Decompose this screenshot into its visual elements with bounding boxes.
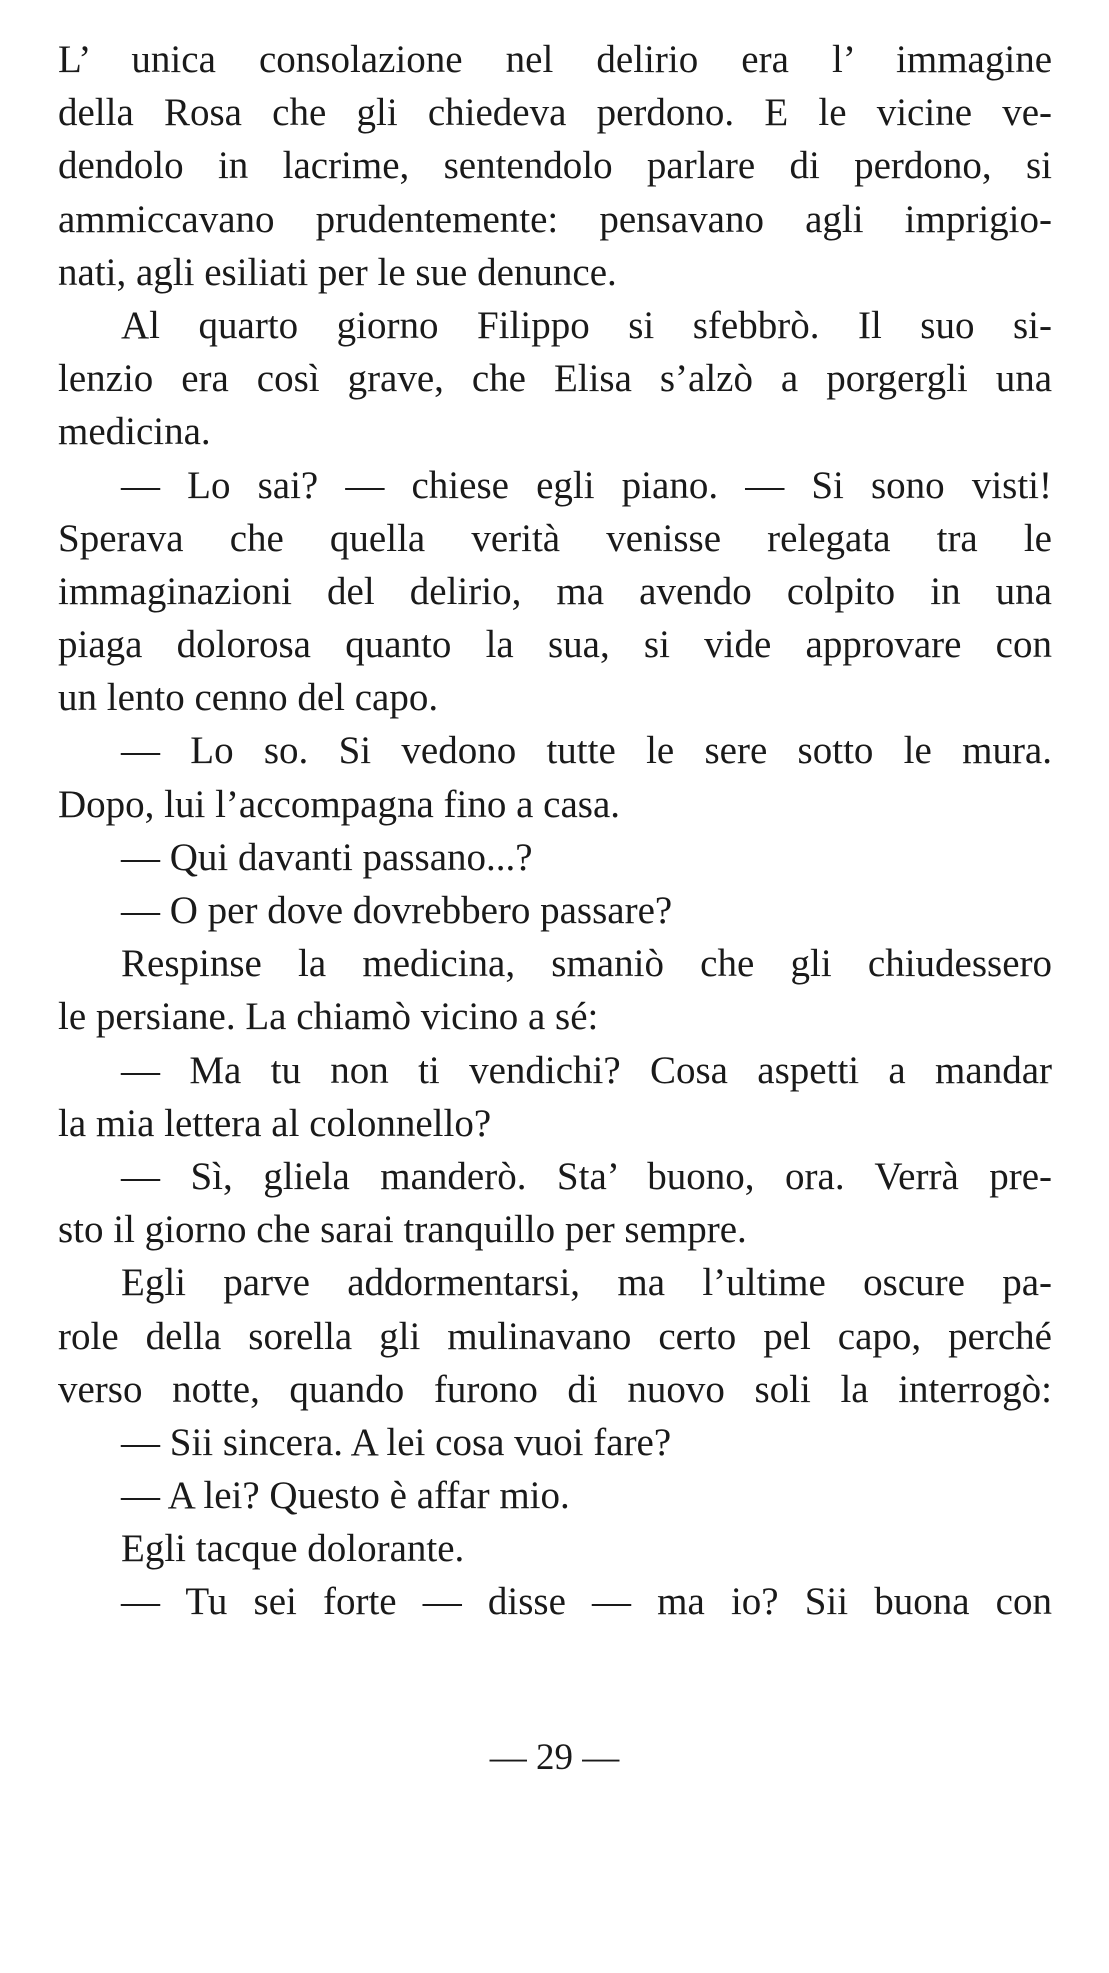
text-line: Egli parve addormentarsi, ma l’ultime oscure pa- <box>121 1261 1052 1305</box>
text-line: nati, agli esiliati per le sue denunce. <box>58 250 617 294</box>
text-line: — A lei? Questo è affar mio. <box>121 1474 570 1518</box>
text-line: medicina. <box>58 410 211 454</box>
text-line: le persiane. La chiamò vicino a sé: <box>58 995 599 1039</box>
text-line: della Rosa che gli chiedeva perdono. E le vicine ve- <box>58 91 1052 135</box>
text-line: — O per dove dovrebbero passare? <box>121 889 673 932</box>
text-line: — Qui davanti passano...? <box>121 835 533 879</box>
text-line: ammiccavano prudentemente: pensavano agli imprigio- <box>58 197 1052 241</box>
text-line: la mia lettera al colonnello? <box>58 1101 492 1145</box>
text-line: Al quarto giorno Filippo si sfebbrò. Il suo si- <box>121 303 1052 347</box>
text-line: L’ unica consolazione nel delirio era l’ immagine <box>58 38 1052 81</box>
text-line: Dopo, lui l’accompagna fino a casa. <box>58 782 621 826</box>
text-line: — Tu sei forte — disse — ma io? Sii buona con <box>121 1580 1052 1624</box>
page-text <box>58 33 1052 1629</box>
text-line: — Sii sincera. A lei cosa vuoi fare? <box>121 1420 672 1464</box>
text-line: Respinse la medicina, smaniò che gli chiudessero <box>121 942 1052 986</box>
text-line: role della sorella gli mulinavano certo pel capo, perché <box>58 1314 1052 1358</box>
text-line: — Ma tu non ti vendichi? Cosa aspetti a mandar <box>121 1048 1052 1092</box>
text-line: piaga dolorosa quanto la sua, si vide approvare con <box>58 623 1052 667</box>
page-number: — 29 — <box>489 1737 620 1778</box>
text-line: verso notte, quando furono di nuovo soli la interrogò: <box>58 1367 1052 1411</box>
text-line: un lento cenno del capo. <box>58 676 439 720</box>
text-line: dendolo in lacrime, sentendolo parlare di perdono, si <box>58 144 1052 188</box>
text-line: — Sì, gliela manderò. Sta’ buono, ora. Verrà pre- <box>121 1154 1052 1198</box>
text-line: — Lo sai? — chiese egli piano. — Si sono visti! <box>121 463 1052 507</box>
text-line: lenzio era così grave, che Elisa s’alzò a porgergli una <box>58 357 1052 401</box>
text-line: Egli tacque dolorante. <box>121 1527 465 1571</box>
text-line: immaginazioni del delirio, ma avendo colpito in una <box>58 569 1052 613</box>
text-line: — Lo so. Si vedono tutte le sere sotto le mura. <box>121 729 1052 773</box>
text-line: sto il giorno che sarai tranquillo per sempre. <box>58 1208 747 1252</box>
text-line: Sperava che quella verità venisse relegata tra le <box>58 516 1052 560</box>
